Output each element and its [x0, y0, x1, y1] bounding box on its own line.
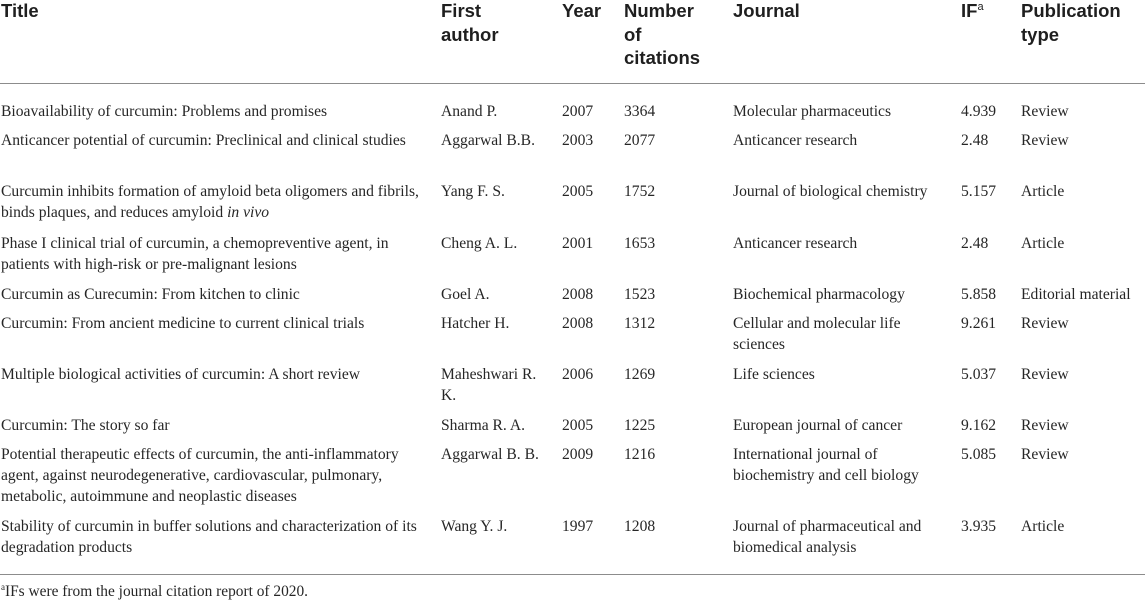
cell-journal-text: Anticancer research	[733, 132, 858, 149]
cell-title-text: Multiple biological activities of curcumin: A short review	[1, 366, 361, 383]
cell-citations	[624, 364, 714, 385]
cell-year	[562, 415, 612, 436]
cell-if-text: 2.48	[961, 132, 989, 149]
cell-first-author	[441, 181, 546, 202]
cell-journal-text: Anticancer research	[733, 235, 858, 252]
cell-journal	[733, 516, 948, 558]
cell-year-text: 2008	[562, 315, 594, 332]
cell-if-text: 3.935	[961, 518, 997, 535]
footnote-marker: a	[1, 581, 5, 592]
cell-citations-text: 1752	[624, 183, 656, 200]
header-citations: Number of citations	[624, 0, 701, 68]
cell-first-author	[441, 415, 546, 436]
cell-citations	[624, 415, 714, 436]
cell-if	[961, 233, 1016, 254]
cell-year-text: 2006	[562, 366, 594, 383]
cell-first-author	[441, 233, 546, 254]
cell-year-text: 2001	[562, 235, 594, 252]
cell-journal-text: European journal of cancer	[733, 417, 903, 434]
cell-if-text: 5.085	[961, 446, 997, 463]
cell-if	[961, 415, 1016, 436]
cell-publication-type	[1021, 130, 1145, 151]
cell-year	[562, 444, 612, 465]
cell-first-author	[441, 516, 546, 537]
cell-first-author-text: Hatcher H.	[441, 315, 510, 332]
cell-if	[961, 516, 1016, 537]
cell-publication-type-text: Review	[1021, 103, 1069, 120]
cell-if-text: 9.261	[961, 315, 997, 332]
cell-first-author-text: Aggarwal B.B.	[441, 132, 535, 149]
cell-publication-type-text: Review	[1021, 366, 1069, 383]
cell-journal-text: International journal of biochemistry and cell biology	[733, 446, 919, 484]
cell-journal-text: Journal of pharmaceutical and biomedical analysis	[733, 518, 922, 556]
cell-first-author-text: Maheshwari R. K.	[441, 366, 537, 404]
cell-title-text: Stability of curcumin in buffer solutions and characterization of its degradation products	[1, 518, 417, 556]
header-year: Year	[562, 0, 602, 21]
cell-publication-type	[1021, 313, 1145, 334]
cell-if	[961, 284, 1016, 305]
cell-journal-text: Molecular pharmaceutics	[733, 103, 892, 120]
cell-publication-type-text: Editorial material	[1021, 286, 1131, 303]
cell-title-text: Potential therapeutic effects of curcumin, the anti-inflammatory agent, against neurodegenerative, cardiovascular, pulmonary, metabolic, autoimmune and neoplastic diseases	[1, 446, 399, 505]
cell-if-text: 5.157	[961, 183, 997, 200]
cell-if-text: 5.037	[961, 366, 997, 383]
cell-citations	[624, 101, 714, 122]
cell-journal	[733, 181, 948, 202]
cell-publication-type	[1021, 233, 1145, 254]
cell-journal	[733, 233, 948, 254]
cell-publication-type-text: Article	[1021, 183, 1065, 200]
cell-citations-text: 1208	[624, 518, 656, 535]
cell-title	[1, 313, 426, 334]
cell-if-text: 4.939	[961, 103, 997, 120]
table-top-rule	[0, 83, 1145, 84]
cell-publication-type-text: Article	[1021, 518, 1065, 535]
header-journal: Journal	[733, 0, 800, 21]
cell-if	[961, 101, 1016, 122]
cell-if-text: 9.162	[961, 417, 997, 434]
cell-journal-text: Biochemical pharmacology	[733, 286, 905, 303]
cell-citations-text: 1225	[624, 417, 656, 434]
cell-citations-text: 1269	[624, 366, 656, 383]
cell-citations-text: 1653	[624, 235, 656, 252]
cell-year-text: 2003	[562, 132, 594, 149]
cell-if	[961, 181, 1016, 202]
cell-year	[562, 130, 612, 151]
cell-title	[1, 101, 426, 122]
cell-title-text: Bioavailability of curcumin: Problems and promises	[1, 103, 328, 120]
header-first-author: First author	[441, 0, 499, 45]
cell-citations	[624, 516, 714, 537]
cell-if-text: 5.858	[961, 286, 997, 303]
cell-year	[562, 233, 612, 254]
cell-title	[1, 364, 426, 385]
cell-if	[961, 364, 1016, 385]
cell-citations-text: 1523	[624, 286, 656, 303]
header-if-footnote-marker: a	[977, 0, 984, 13]
cell-citations	[624, 444, 714, 465]
footnote-text: IFs were from the journal citation report of 2020.	[5, 583, 309, 600]
cell-publication-type	[1021, 516, 1145, 537]
cell-title-text: Curcumin: The story so far	[1, 417, 170, 434]
cell-journal	[733, 415, 948, 436]
cell-journal	[733, 364, 948, 385]
cell-citations	[624, 284, 714, 305]
cell-first-author	[441, 444, 546, 465]
cell-publication-type-text: Review	[1021, 446, 1069, 463]
cell-title-text: Curcumin as Curecumin: From kitchen to clinic	[1, 286, 300, 303]
cell-first-author-text: Anand P.	[441, 103, 498, 120]
cell-year-text: 2008	[562, 286, 594, 303]
cell-citations-text: 1216	[624, 446, 656, 463]
cell-journal	[733, 444, 948, 486]
header-if-label: IF	[961, 0, 978, 21]
cell-publication-type-text: Review	[1021, 132, 1069, 149]
cell-publication-type	[1021, 181, 1145, 202]
cell-title	[1, 516, 426, 558]
cell-journal-text: Journal of biological chemistry	[733, 183, 928, 200]
cell-publication-type-text: Review	[1021, 417, 1069, 434]
cell-first-author-text: Sharma R. A.	[441, 417, 526, 434]
cell-year	[562, 313, 612, 334]
cell-citations-text: 3364	[624, 103, 656, 120]
cell-year-text: 2007	[562, 103, 594, 120]
cell-year	[562, 364, 612, 385]
cell-journal-text: Life sciences	[733, 366, 815, 383]
cell-first-author	[441, 284, 546, 305]
cell-journal	[733, 313, 948, 355]
cell-title-text: Curcumin: From ancient medicine to current clinical trials	[1, 315, 365, 332]
cell-if	[961, 313, 1016, 334]
cell-year-text: 2005	[562, 417, 594, 434]
cell-journal	[733, 130, 948, 151]
cell-first-author	[441, 101, 546, 122]
header-title: Title	[1, 0, 39, 21]
cell-citations-text: 1312	[624, 315, 656, 332]
cell-if	[961, 444, 1016, 465]
cell-publication-type-text: Review	[1021, 315, 1069, 332]
cell-year	[562, 101, 612, 122]
header-publication-type: Publication type	[1021, 0, 1121, 45]
cell-first-author-text: Yang F. S.	[441, 183, 505, 200]
cell-title	[1, 181, 426, 223]
cell-year	[562, 284, 612, 305]
cell-title-text: Phase I clinical trial of curcumin, a chemopreventive agent, in patients with high-risk or pre-malignant lesions	[1, 235, 389, 273]
cell-citations	[624, 130, 714, 151]
cell-title	[1, 415, 426, 436]
cell-publication-type	[1021, 284, 1145, 305]
cell-publication-type	[1021, 415, 1145, 436]
cell-first-author-text: Wang Y. J.	[441, 518, 508, 535]
cell-first-author	[441, 364, 546, 406]
cell-year-text: 1997	[562, 518, 594, 535]
cell-title-italic-text: in vivo	[227, 204, 270, 221]
cell-journal	[733, 101, 948, 122]
cell-year	[562, 516, 612, 537]
cell-title	[1, 444, 426, 507]
cell-title-text: Curcumin inhibits formation of amyloid beta oligomers and fibrils, binds plaques, and reduces amyloid	[1, 183, 419, 221]
cell-first-author-text: Aggarwal B. B.	[441, 446, 539, 463]
cell-title	[1, 233, 426, 275]
cell-citations-text: 2077	[624, 132, 656, 149]
table-footnote	[1, 582, 308, 602]
cell-first-author	[441, 313, 546, 334]
cell-journal	[733, 284, 948, 305]
cell-if-text: 2.48	[961, 235, 989, 252]
cell-publication-type	[1021, 444, 1145, 465]
cell-first-author-text: Goel A.	[441, 286, 490, 303]
cell-title	[1, 130, 426, 151]
cell-title	[1, 284, 426, 305]
cell-citations	[624, 181, 714, 202]
cell-citations	[624, 233, 714, 254]
cell-publication-type	[1021, 101, 1145, 122]
cell-publication-type	[1021, 364, 1145, 385]
cell-citations	[624, 313, 714, 334]
cell-first-author-text: Cheng A. L.	[441, 235, 518, 252]
cell-journal-text: Cellular and molecular life sciences	[733, 315, 901, 353]
cell-if	[961, 130, 1016, 151]
cell-year	[562, 181, 612, 202]
header-if	[961, 0, 1011, 23]
cell-year-text: 2005	[562, 183, 594, 200]
table-bottom-rule	[0, 574, 1145, 575]
cell-title-text: Anticancer potential of curcumin: Preclinical and clinical studies	[1, 132, 406, 149]
cell-first-author	[441, 130, 546, 151]
cell-year-text: 2009	[562, 446, 594, 463]
cell-publication-type-text: Article	[1021, 235, 1065, 252]
